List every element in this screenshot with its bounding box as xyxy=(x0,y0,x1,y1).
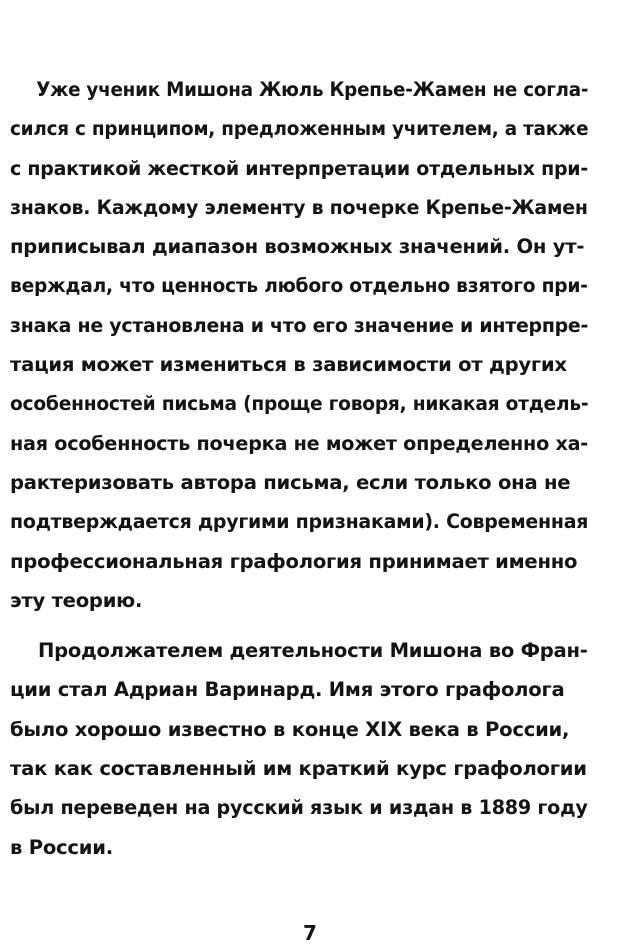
text-line: профессиональная графология принимает именно xyxy=(10,549,578,573)
text-line: верждал, что ценность любого отдельно взятого при- xyxy=(10,274,588,298)
text-line: было хорошо известно в конце XIX века в России, xyxy=(10,717,570,741)
text-line: знаков. Каждому элементу в почерке Крепье-Жамен xyxy=(10,195,588,219)
text-line: тация может измениться в зависимости от других xyxy=(10,353,567,377)
text-line: Уже ученик Мишона Жюль Крепье-Жамен не согла- xyxy=(36,78,589,101)
text-line: приписывал диапазон возможных значений. Он ут- xyxy=(10,235,585,259)
text-line: ции стал Адриан Варинард. Имя этого графолога xyxy=(10,678,565,702)
text-line: особенностей письма (проще говоря, никакая отдель- xyxy=(10,392,589,416)
text-line: эту теорию. xyxy=(10,588,143,612)
page-number: 7 xyxy=(303,921,317,945)
text-line: рактеризовать автора письма, если только она не xyxy=(10,470,571,494)
paragraph-1 xyxy=(10,70,588,620)
text-line: знака не установлена и что его значение и интерпре- xyxy=(10,313,589,337)
body-text xyxy=(10,70,588,867)
text-line: с практикой жесткой интерпретации отдельных при- xyxy=(10,156,588,180)
text-line: в России. xyxy=(10,835,113,859)
text-line: так как составленный им краткий курс графологии xyxy=(10,757,587,781)
text-line: сился с принципом, предложенным учителем, а также xyxy=(10,117,589,141)
text-line: был переведен на русский язык и издан в 1889 году xyxy=(10,796,588,820)
text-line: подтверждается другими признаками). Современная xyxy=(10,510,589,534)
text-line: ная особенность почерка не может определенно ха- xyxy=(10,431,589,455)
paragraph-2 xyxy=(10,631,588,867)
text-line: Продолжателем деятельности Мишона во Фран- xyxy=(37,639,588,663)
paragraph-gap xyxy=(10,620,588,631)
